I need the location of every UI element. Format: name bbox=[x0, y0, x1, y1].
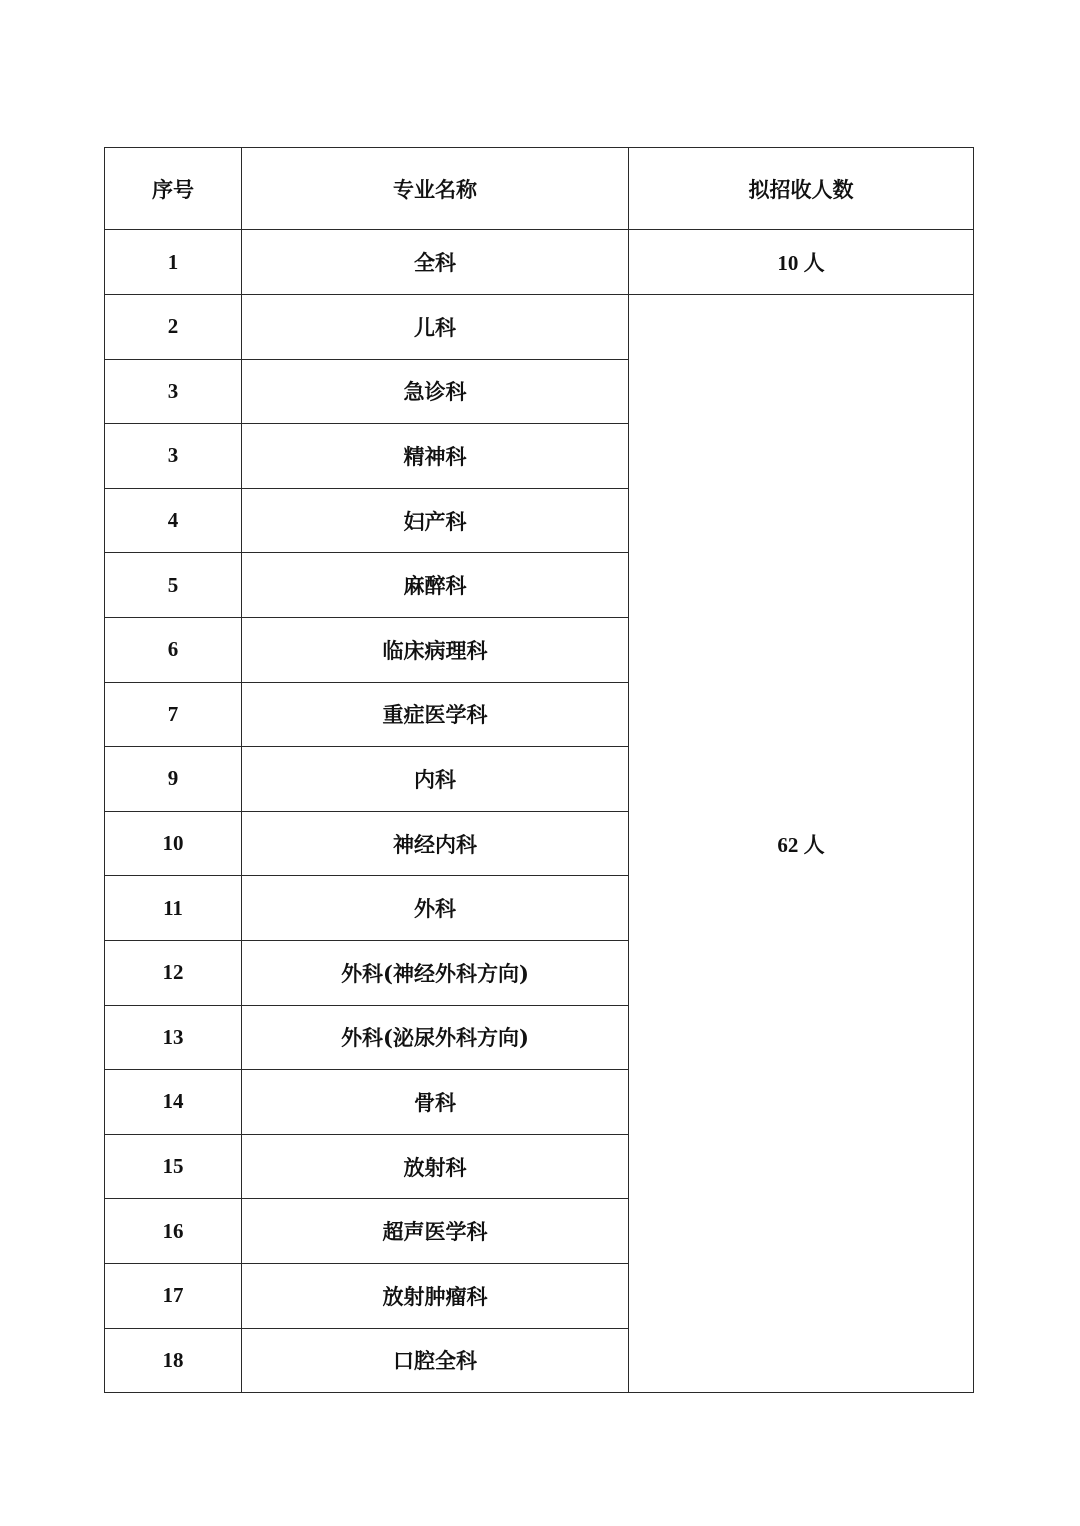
specialty-name: 精神科 bbox=[242, 424, 629, 489]
specialty-name: 妇产科 bbox=[242, 488, 629, 553]
specialty-name: 外科(神经外科方向) bbox=[242, 940, 629, 1005]
planned-count: 10 人 bbox=[629, 230, 974, 295]
serial-number: 16 bbox=[105, 1199, 242, 1264]
specialty-name: 内科 bbox=[242, 747, 629, 812]
header-planned-enrollment: 拟招收人数 bbox=[629, 148, 974, 230]
serial-number: 9 bbox=[105, 747, 242, 812]
serial-number: 14 bbox=[105, 1070, 242, 1135]
serial-number: 11 bbox=[105, 876, 242, 941]
serial-number: 15 bbox=[105, 1134, 242, 1199]
serial-number: 1 bbox=[105, 230, 242, 295]
specialty-name: 神经内科 bbox=[242, 811, 629, 876]
serial-number: 6 bbox=[105, 617, 242, 682]
table-row bbox=[105, 230, 974, 295]
specialty-name: 外科(泌尿外科方向) bbox=[242, 1005, 629, 1070]
specialty-name: 超声医学科 bbox=[242, 1199, 629, 1264]
serial-number: 4 bbox=[105, 488, 242, 553]
specialty-name: 骨科 bbox=[242, 1070, 629, 1135]
serial-number: 3 bbox=[105, 359, 242, 424]
specialty-name: 麻醉科 bbox=[242, 553, 629, 618]
serial-number: 18 bbox=[105, 1328, 242, 1393]
header-serial-number: 序号 bbox=[105, 148, 242, 230]
enrollment-quota-table bbox=[104, 147, 974, 1393]
serial-number: 17 bbox=[105, 1263, 242, 1328]
group-planned-count: 62 人 bbox=[629, 295, 974, 1393]
serial-number: 10 bbox=[105, 811, 242, 876]
serial-number: 2 bbox=[105, 295, 242, 360]
serial-number: 13 bbox=[105, 1005, 242, 1070]
serial-number: 5 bbox=[105, 553, 242, 618]
serial-number: 3 bbox=[105, 424, 242, 489]
specialty-name: 重症医学科 bbox=[242, 682, 629, 747]
specialty-name: 放射科 bbox=[242, 1134, 629, 1199]
specialty-name: 全科 bbox=[242, 230, 629, 295]
specialty-name: 儿科 bbox=[242, 295, 629, 360]
serial-number: 12 bbox=[105, 940, 242, 1005]
header-specialty-name: 专业名称 bbox=[242, 148, 629, 230]
specialty-name: 临床病理科 bbox=[242, 617, 629, 682]
table-header-row bbox=[105, 148, 974, 230]
specialty-name: 外科 bbox=[242, 876, 629, 941]
specialty-name: 急诊科 bbox=[242, 359, 629, 424]
table-row bbox=[105, 295, 974, 360]
specialty-name: 口腔全科 bbox=[242, 1328, 629, 1393]
serial-number: 7 bbox=[105, 682, 242, 747]
specialty-name: 放射肿瘤科 bbox=[242, 1263, 629, 1328]
